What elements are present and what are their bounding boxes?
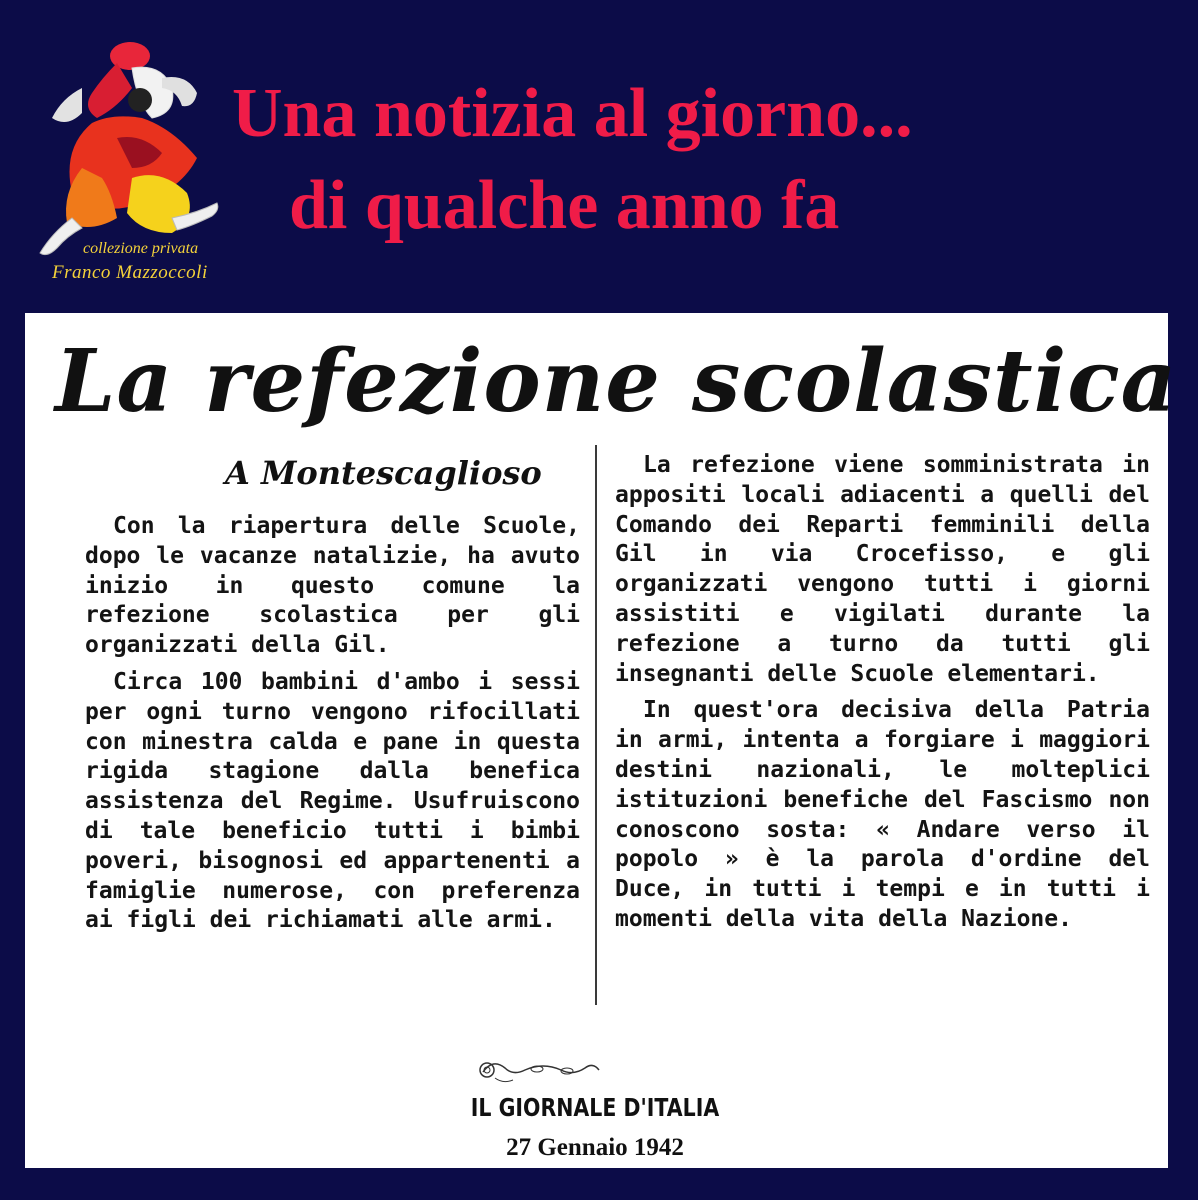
article-subheading: A Montescaglioso bbox=[225, 454, 542, 492]
collection-label: collezione privata bbox=[83, 240, 199, 257]
floral-ornament-icon bbox=[473, 1050, 603, 1090]
article-paragraph: Circa 100 bambini d'ambo i sessi per ogni turno vengono rifocillati con minestra calda e pane in questa rigida stagione dalla benefica assistenza del Regime. Usufruiscono di tale beneficio tutti i bimbi poveri, bisognosi ed appartenenti a famiglie numerose, con preferenza ai figli dei richiamati alle armi. bbox=[85, 668, 580, 934]
article-left-column bbox=[85, 512, 580, 936]
publication-date: 27 Gennaio 1942 bbox=[506, 1134, 684, 1161]
column-divider bbox=[595, 445, 597, 1005]
article-right-column bbox=[615, 451, 1150, 935]
article-headline: La refezione scolastica bbox=[55, 331, 1178, 432]
page-title-line1: Una notizia al giorno... bbox=[232, 75, 913, 152]
collector-name: Franco Mazzoccoli bbox=[52, 262, 208, 283]
newspaper-clipping bbox=[25, 313, 1178, 1168]
article-paragraph: In quest'ora decisiva della Patria in armi, intenta a forgiare i maggiori destini nazionali, le molteplici istituzioni benefiche del Fascismo non conoscono sosta: « Andare verso il popolo » è la parola d'ordine del Duce, in tutti i tempi e in tutti i momenti della vita della Nazione. bbox=[615, 697, 1150, 932]
newspaper-name: IL GIORNALE D'ITALIA bbox=[470, 1093, 720, 1122]
page-title bbox=[232, 68, 1012, 252]
article-paragraph: La refezione viene somministrata in appositi locali adiacenti a quelli del Comando dei Reparti femminili della Gil in via Crocefisso, e gli organizzati vengono tutti i giorni assistiti e vigilati durante la refezione a turno da tutti gli insegnanti delle Scuole elementari. bbox=[615, 452, 1150, 687]
article-paragraph: Con la riapertura delle Scuole, dopo le vacanze natalizie, ha avuto inizio in questo comune la refezione scolastica per gli organizzati della Gil. bbox=[85, 513, 580, 659]
page-title-line2: di qualche anno fa bbox=[289, 167, 840, 244]
